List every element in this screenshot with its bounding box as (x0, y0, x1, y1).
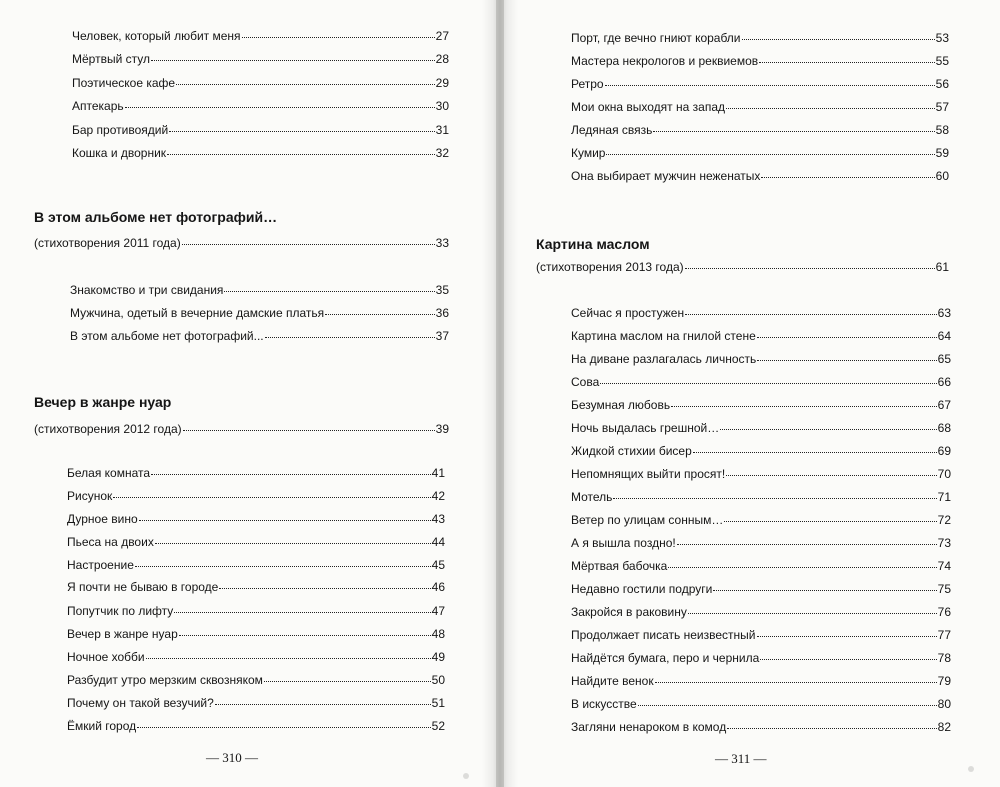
leader-dots (760, 659, 936, 660)
leader-dots (761, 177, 934, 178)
leader-dots (264, 681, 431, 682)
toc-entry: Продолжает писать неизвестный 77 (571, 628, 951, 642)
leader-dots (713, 590, 936, 591)
toc-entry: Мастера некрологов и реквиемов 55 (571, 54, 949, 68)
leader-dots (182, 244, 435, 245)
leader-dots (169, 131, 434, 132)
leader-dots (720, 429, 936, 430)
leader-dots (125, 107, 435, 108)
leader-dots (151, 60, 435, 61)
toc-entry: Я почти не бываю в городе 46 (67, 580, 445, 594)
leader-dots (757, 337, 937, 338)
leader-dots (638, 705, 937, 706)
leader-dots (671, 406, 937, 407)
toc-entry: Поэтическое кафе 29 (72, 76, 449, 90)
toc-entry: Мёртвая бабочка 74 (571, 559, 951, 573)
toc-entry: Мои окна выходят на запад 57 (571, 100, 949, 114)
leader-dots (724, 521, 936, 522)
toc-entry: Аптекарь 30 (72, 99, 449, 113)
toc-entry: Вечер в жанре нуар 48 (67, 627, 445, 641)
leader-dots (757, 636, 937, 637)
toc-entry: Порт, где вечно гниют корабли 53 (571, 31, 949, 45)
leader-dots (139, 520, 431, 521)
smudge-mark (968, 766, 974, 772)
leader-dots (726, 108, 935, 109)
leader-dots (146, 658, 431, 659)
toc-entry: На диване разлагалась личность 65 (571, 352, 951, 366)
toc-entry: Она выбирает мужчин неженатых 60 (571, 169, 949, 183)
leader-dots (113, 497, 430, 498)
leader-dots (600, 383, 936, 384)
leader-dots (727, 728, 936, 729)
toc-entry: Разбудит утро мерзким сквозняком 50 (67, 673, 445, 687)
leader-dots (265, 337, 435, 338)
smudge-mark (463, 773, 469, 779)
toc-entry: Настроение 45 (67, 558, 445, 572)
toc-entry: Дурное вино 43 (67, 512, 445, 526)
leader-dots (606, 154, 934, 155)
toc-entry: Непомнящих выйти просят! 70 (571, 467, 951, 481)
leader-dots (757, 360, 936, 361)
toc-entry: Белая комната 41 (67, 466, 445, 480)
page-number: — 310 — (206, 750, 258, 765)
toc-entry: Человек, который любит меня 27 (72, 29, 449, 43)
toc-entry: Мужчина, одетый в вечерние дамские платья 36 (70, 306, 449, 320)
leader-dots (155, 543, 431, 544)
toc-entry: Знакомство и три свидания 35 (70, 283, 449, 297)
leader-dots (693, 452, 937, 453)
leader-dots (219, 588, 430, 589)
leader-dots (183, 430, 435, 431)
toc-entry: Безумная любовь 67 (571, 398, 951, 412)
toc-entry: Сова 66 (571, 375, 951, 389)
toc-entry: Загляни ненароком в комод 82 (571, 720, 951, 734)
toc-entry: Почему он такой везучий? 51 (67, 696, 445, 710)
leader-dots (685, 314, 937, 315)
leader-dots (167, 154, 435, 155)
toc-entry: Рисунок 42 (67, 489, 445, 503)
toc-entry: Закройся в раковину 76 (571, 605, 951, 619)
leader-dots (135, 566, 431, 567)
leader-dots (176, 84, 435, 85)
toc-entry: Ночное хобби 49 (67, 650, 445, 664)
page-number: — 311 — (715, 751, 767, 766)
toc-entry: Кошка и дворник 32 (72, 146, 449, 160)
toc-entry: Ветер по улицам сонным… 72 (571, 513, 951, 527)
leader-dots (655, 682, 937, 683)
leader-dots (677, 544, 937, 545)
toc-entry: Жидкой стихии бисер 69 (571, 444, 951, 458)
leader-dots (605, 85, 935, 86)
leader-dots (215, 704, 431, 705)
toc-entry: В этом альбоме нет фотографий... 37 (70, 329, 449, 343)
leader-dots (759, 62, 934, 63)
leader-dots (242, 37, 435, 38)
leader-dots (137, 727, 431, 728)
leader-dots (224, 291, 434, 292)
section-subtitle: (стихотворения 2011 года) 33 (34, 236, 449, 250)
toc-entry: Ночь выдалась грешной… 68 (571, 421, 951, 435)
leader-dots (179, 635, 431, 636)
leader-dots (174, 612, 430, 613)
toc-entry: Попутчик по лифту 47 (67, 604, 445, 618)
toc-entry: Найдите венок 79 (571, 674, 951, 688)
leader-dots (613, 498, 936, 499)
toc-entry: Картина маслом на гнилой стене 64 (571, 329, 951, 343)
section-heading: Вечер в жанре нуар (34, 394, 172, 410)
toc-entry: Ледяная связь 58 (571, 123, 949, 137)
leader-dots (653, 131, 934, 132)
toc-entry: Мотель 71 (571, 490, 951, 504)
section-subtitle: (стихотворения 2013 года) 61 (536, 260, 949, 274)
right-page (504, 0, 1000, 787)
toc-entry: В искусстве 80 (571, 697, 951, 711)
toc-entry: Ретро 56 (571, 77, 949, 91)
section-heading: Картина маслом (536, 236, 650, 252)
toc-entry: А я вышла поздно! 73 (571, 536, 951, 550)
toc-entry: Кумир 59 (571, 146, 949, 160)
toc-entry: Недавно гостили подруги 75 (571, 582, 951, 596)
toc-entry: Бар противоядий 31 (72, 123, 449, 137)
toc-entry: Найдётся бумага, перо и чернила 78 (571, 651, 951, 665)
toc-entry: Сейчас я простужен 63 (571, 306, 951, 320)
toc-entry: Мёртвый стул 28 (72, 52, 449, 66)
leader-dots (151, 474, 431, 475)
leader-dots (325, 314, 435, 315)
leader-dots (668, 567, 936, 568)
leader-dots (688, 613, 937, 614)
leader-dots (742, 39, 935, 40)
leader-dots (726, 475, 936, 476)
section-heading: В этом альбоме нет фотографий… (34, 209, 278, 225)
section-subtitle: (стихотворения 2012 года) 39 (34, 422, 449, 436)
leader-dots (685, 268, 935, 269)
toc-entry: Пьеса на двоих 44 (67, 535, 445, 549)
toc-entry: Ёмкий город 52 (67, 719, 445, 733)
